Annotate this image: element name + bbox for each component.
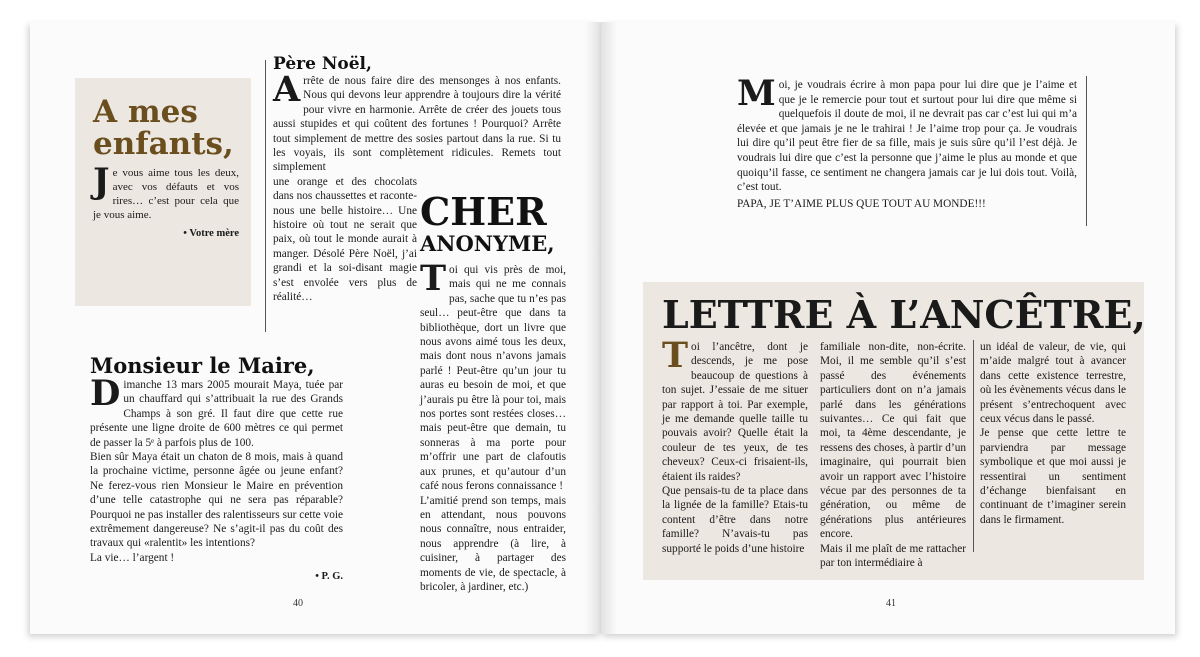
papa-closing: PAPA, JE T’AIME PLUS QUE TOUT AU MONDE!!! bbox=[737, 197, 986, 210]
maire-title: Monsieur le Maire, bbox=[90, 353, 315, 378]
ancetre-column-3 bbox=[980, 340, 1126, 527]
ancetre-col3-text: un idéal de valeur, de vie, qui m’aide malgré tout à avancer dans cette existence terrestre, où les évènements vécus dans le présent s’entrechoquent avec ceux vécus dans le passé. bbox=[980, 341, 1126, 426]
ancetre-col1b-text: Que pensais-tu de ta place dans la lignée de la famille? Etais-tu content d’être dans notre famille? N’avais-tu pas supporté le poids d’une histoire bbox=[662, 485, 808, 555]
ancetre-title: LETTRE À L’ANCÊTRE, bbox=[662, 292, 1146, 337]
papa-body: Moi, je voudrais écrire à mon papa pour lui dire que je l’aime et que je le remercie pour tout et surtout pour lui dire que même si quelquefois il doute de moi, il ne devrait pas car c’est lui qui m’a élevée et que jamais je ne le trahirai ! Je l’aime trop pour ça. Je voudrais lui dire qu’il peut être fier de sa fille, mais je suis sûre qu’il l’est déjà. Je voudrais lui dire que c’est la personne que j’aime le plus au monde et que quoiqu’il fasse, ce sentiment ne changera jamais car je lui dois tout. Voilà, c’est tout. bbox=[737, 73, 1077, 194]
ancetre-col3b-text: Je pense que cette lettre te parviendra par message symbolique et que moi aussi je ressentirai un sentiment d’échange bienfaisant en continuant de t’imaginer serein dans le firmament. bbox=[980, 427, 1126, 526]
page-number-right: 41 bbox=[886, 598, 896, 609]
pere-noel-body-narrow: une orange et des chocolats dans nos chaussettes et raconte-nous une belle histoire… Une histoire où tout ne serait que paix, où tout le monde aurait à manger. Désolé Père Noël, j’ai grandi et la soi-disant magie s’est envolée vers plus de réalité… bbox=[273, 175, 417, 304]
cher-anonyme-body: Toi qui vis près de moi, mais qui ne me connais pas, sache que tu n’es pas seul… peut-être que dans ta bibliothèque, dort un livre que nous avons aimé tous les deux, mais dont nous n’avons jamais parlé ! Peut-être qu’un jour tu auras eu besoin de moi, et que j’aurais pu être là pour toi, mais nos portes sont restées closes… mais peut-être que demain, tu sonneras à ma porte pour m’offrir une part de clafoutis aux prunes, et qu’autour d’un café nous ferons connaissance ! bbox=[420, 258, 566, 493]
pere-noel-rule bbox=[265, 60, 266, 332]
maire-body: Dimanche 13 mars 2005 mourait Maya, tuée par un chauffard qui s’attribuait la rue des Grands Champs à son gré. Il faut dire que cette rue présente une ligne droite de 600 mètres ce qui permet de passer la 5ᵉ à parfois plus de 100. bbox=[90, 373, 343, 449]
book-gutter bbox=[585, 22, 617, 634]
letter-enfants bbox=[93, 96, 239, 239]
ancetre-col1-text: Toi l’ancêtre, dont je descends, je me pose beaucoup de questions à ton sujet. J’essaie de me situer par rapport à toi. Par exemple, je me demande quelle taille tu pouvais avoir? Quelle était la couleur de tes yeux, de tes cheveux? Ceux-ci frisaient-ils, étaient ils raides? bbox=[662, 335, 808, 483]
enfants-drop-cap: J bbox=[93, 161, 110, 202]
ancetre-rule bbox=[973, 340, 974, 552]
enfants-body: Je vous aime tous les deux, avec vos défauts et vos rires… c’est pour cela que je vous aime. bbox=[93, 161, 239, 221]
ancetre-col2-text: familiale non-dite, non-écrite. Moi, il me semble qu’il s’est passé des événements particuliers dont on n’a jamais parlé dans les générations suivantes… Ce qui fait que moi, ta 4ème descendante, je ressens des choses, à partir d’un imaginaire, qui pourrait bien avoir un rapport avec l’histoire vécue par des personnes de ta génération, ou même de générations plus antérieures encore. bbox=[820, 341, 966, 541]
ancetre-column-2 bbox=[820, 340, 966, 571]
page-number-left: 40 bbox=[293, 598, 303, 609]
pere-noel-title: Père Noël, bbox=[273, 54, 372, 74]
cher-anonyme-drop-cap: T bbox=[420, 258, 447, 299]
ancetre-column-1 bbox=[662, 335, 808, 556]
pere-noel-drop-cap: A bbox=[273, 69, 301, 110]
maire-drop-cap: D bbox=[90, 373, 121, 414]
ancetre-col2b-text: Mais il me plaît de me rattacher par ton intermédiaire à bbox=[820, 542, 966, 570]
letter-maire bbox=[90, 354, 343, 582]
enfants-title: A mes enfants, bbox=[93, 94, 234, 162]
letter-cher-anonyme bbox=[420, 189, 566, 594]
pere-noel-body: Arrête de nous faire dire des mensonges à nos enfants. Nous qui devons leur apprendre à toujours dire la vérité pour vivre en harmonie. Arrête de créer des jouets tous aussi stupides et qui coûtent des fortunes ! Pourquoi? Arrête tout simplement de mettre des sosies partout dans la rue. Si tu les voyais, ils sont complètement ridicules. Remets tout simplement bbox=[273, 69, 561, 174]
maire-body-2: Bien sûr Maya était un chaton de 8 mois, mais à quand la prochaine victime, personne âgée ou jeune enfant? Ne ferez-vous rien Monsieur le Maire en prévention d’une telle catastrophe qui ne sera pas réparable? Pourquoi ne pas installer des ralentisseurs sur cette voie extrêmement dangereuse? Ne s’agit-il pas du coût des travaux qui «ralentit» les intentions? bbox=[90, 451, 343, 550]
cher-anonyme-body-2: L’amitié prend son temps, mais en attendant, nous pouvons nous connaître, nous entraider, nous apprendre (à lire, à cuisiner, à partager des moments de vie, de spectacle, à bricoler, à jardiner, etc.) bbox=[420, 494, 566, 593]
ancetre-drop-cap: T bbox=[662, 335, 689, 376]
maire-body-3: La vie… l’argent ! bbox=[90, 551, 175, 564]
papa-drop-cap: M bbox=[737, 73, 776, 114]
maire-signature: • P. G. bbox=[315, 571, 343, 583]
cher-anonyme-title: CHER ANONYME, bbox=[420, 189, 555, 256]
letter-papa bbox=[737, 73, 1077, 211]
papa-rule bbox=[1086, 76, 1087, 226]
enfants-signature: • Votre mère bbox=[183, 228, 239, 239]
